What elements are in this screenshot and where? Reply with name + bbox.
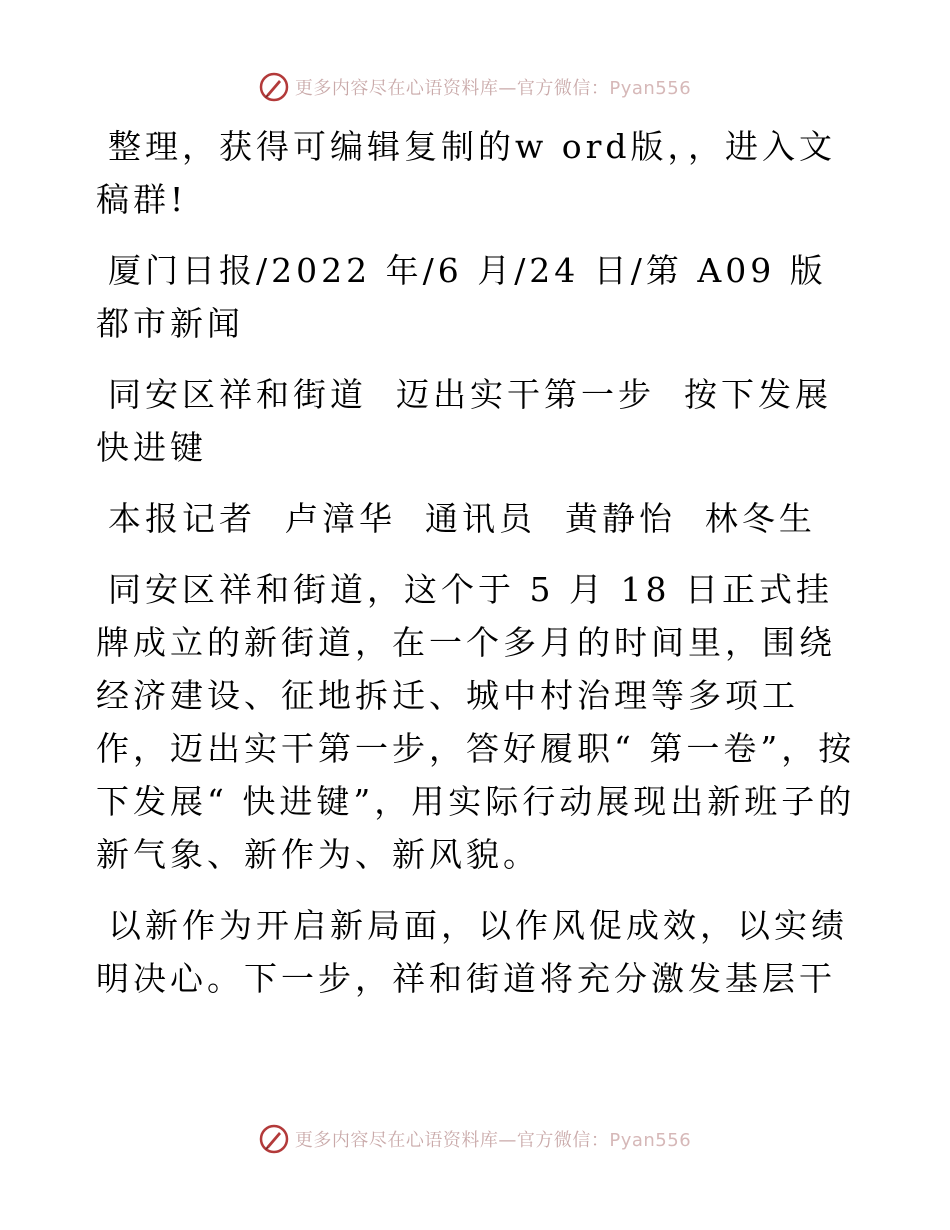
paragraph-intro: 整理，获得可编辑复制的w ord版，，进入文稿群! [96, 127, 837, 219]
footer-watermark [0, 1124, 950, 1154]
article-headline: 同安区祥和街道 迈出实干第一步 按下发展快进键 [96, 375, 832, 467]
article-byline: 本报记者 卢漳华 通讯员 黄静怡 林冬生 [108, 499, 816, 538]
watermark-wechat-id: Pyan556 [609, 78, 692, 99]
quill-logo-icon [259, 72, 289, 102]
document-body [96, 120, 856, 1023]
quill-logo-icon [259, 1124, 289, 1154]
paragraph-body-2: 以新作为开启新局面，以作风促成效，以实绩明决心。下一步，祥和街道将充分激发基层干 [96, 906, 848, 998]
header-watermark [0, 72, 950, 102]
watermark-text: 更多内容尽在心语资料库—官方微信： [294, 1130, 610, 1151]
paragraph-source: 厦门日报/2022 年/6 月/24 日/第 A09 版都市新闻 [96, 251, 827, 343]
paragraph-body-1: 同安区祥和街道，这个于 5 月 18 日正式挂牌成立的新街道，在一个多月的时间里，围绕经济建设、征地拆迁、城中村治理等多项工作，迈出实干第一步，答好履职“ 第一卷”，按下发展“ 快进键”，用实际行动展现出新班子的新气象、新作为、新风貌。 [96, 570, 856, 874]
watermark-text: 更多内容尽在心语资料库—官方微信： [294, 78, 610, 99]
watermark-wechat-id: Pyan556 [609, 1130, 692, 1151]
